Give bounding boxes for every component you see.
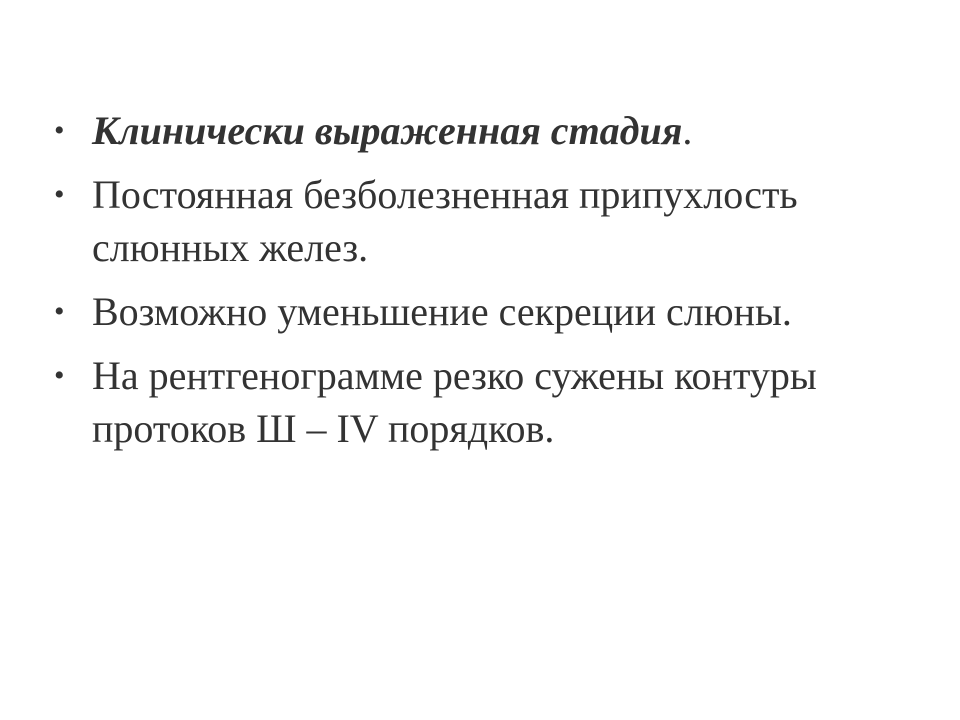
list-item	[54, 168, 914, 274]
bullet-icon: •	[54, 295, 65, 328]
list-item-text: Постоянная безболезненная припухлость слюнных желез.	[92, 172, 798, 270]
list-item-text: На рентгенограмме резко сужены контуры протоков Ш – IV порядков.	[92, 353, 817, 451]
bullet-icon: •	[54, 178, 65, 211]
list-item-text: Возможно уменьшение секреции слюны.	[92, 289, 792, 334]
bullet-icon: •	[54, 359, 65, 392]
stage-heading-period: .	[682, 108, 693, 153]
bullet-list	[54, 104, 914, 466]
list-item	[54, 285, 914, 338]
bullet-icon: •	[54, 114, 65, 147]
list-item	[54, 104, 914, 157]
list-item	[54, 349, 914, 455]
stage-heading: Клинически выраженная стадия	[92, 108, 683, 153]
